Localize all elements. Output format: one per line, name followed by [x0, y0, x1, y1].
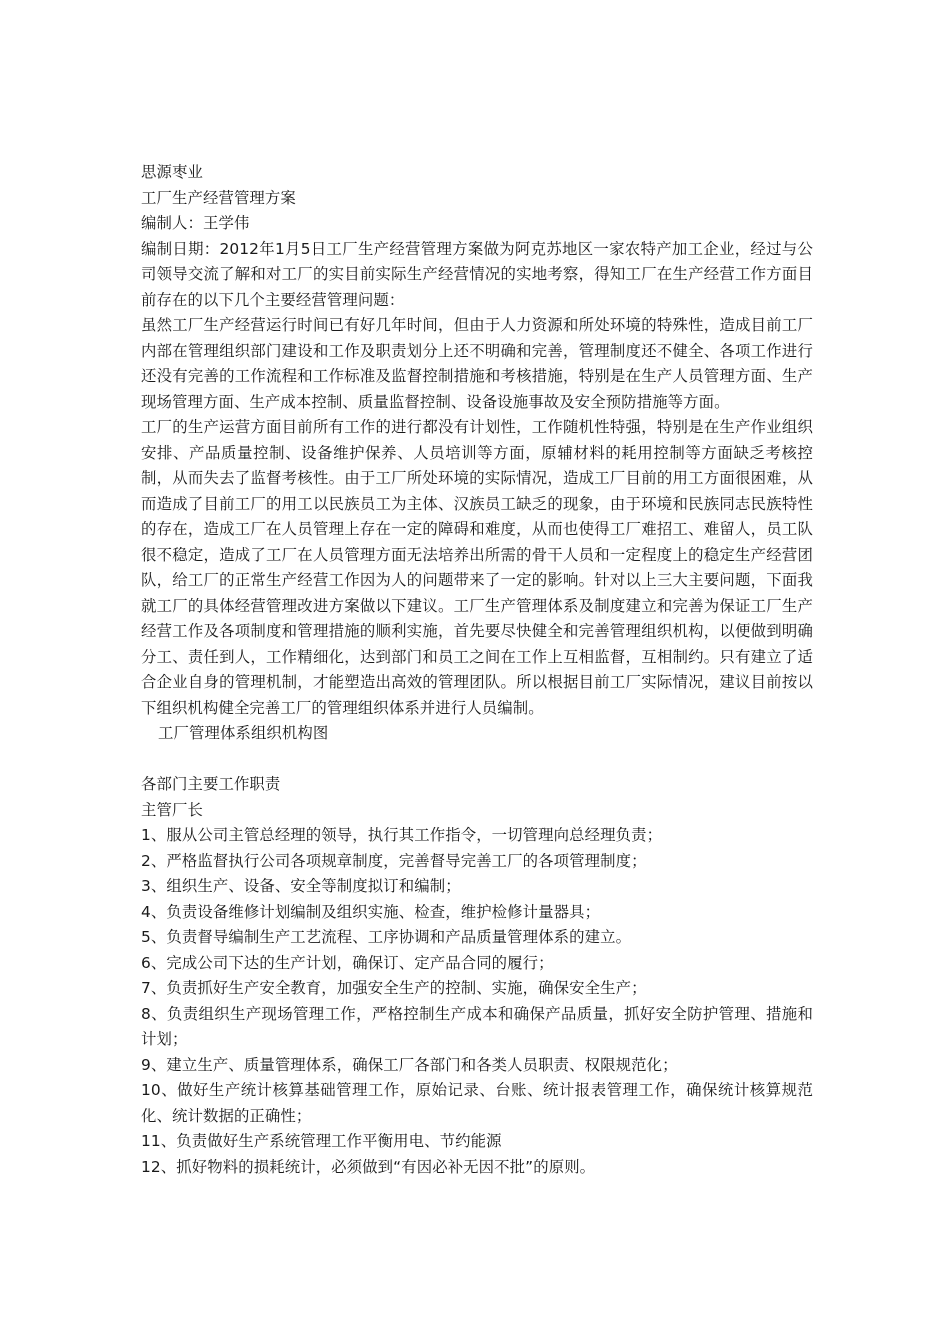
intro-paragraph: 编制日期：2012年1月5日工厂生产经营管理方案做为阿克苏地区一家农特产加工企业，经过与公司领导交流了解和对工厂的实目前实际生产经营情况的实地考察，得知工厂在生产经营工作方面目前存在的以下几个主要经营管理问题： [141, 239, 813, 309]
paragraph-problems: 虽然工厂生产经营运行时间已有好几年时间，但由于人力资源和所处环境的特殊性，造成目前工厂内部在管理组织部门建设和工作及职责划分上还不明确和完善，管理制度还不健全、各项工作进行还没有完善的工作流程和工作标准及监督控制措施和考核措施，特别是在生产人员管理方面、生产现场管理方面、生产成本控制、质量监督控制、设备设施事故及安全预防措施等方面。 [141, 316, 813, 411]
list-item: 10、做好生产统计核算基础管理工作，原始记录、台账、统计报表管理工作，确保统计核算规范化、统计数据的正确性； [141, 1081, 813, 1125]
company-name: 思源枣业 [141, 163, 203, 181]
blank-line [141, 747, 813, 773]
org-chart-heading: 工厂管理体系组织机构图 [158, 724, 329, 742]
list-item: 5、负责督导编制生产工艺流程、工序协调和产品质量管理体系的建立。 [141, 928, 632, 946]
list-item: 1、服从公司主管总经理的领导，执行其工作指令，一切管理向总经理负责； [141, 826, 663, 844]
document-body [141, 160, 813, 1180]
author-line: 编制人：王学伟 [141, 214, 250, 232]
paragraph-operations: 工厂的生产运营方面目前所有工作的进行都没有计划性，工作随机性特强，特别是在生产作业组织安排、产品质量控制、设备维护保养、人员培训等方面，原辅材料的耗用控制等方面缺乏考核控制，从而失去了监督考核性。由于工厂所处环境的实际情况，造成工厂目前的用工方面很困难，从而造成了目前工厂的用工以民族员工为主体、汉族员工缺乏的现象，由于环境和民族同志民族特性的存在，造成工厂在人员管理上存在一定的障碍和难度，从而也使得工厂难招工、难留人，员工队很不稳定，造成了工厂在人员管理方面无法培养出所需的骨干人员和一定程度上的稳定生产经营团队，给工厂的正常生产经营工作因为人的问题带来了一定的影响。针对以上三大主要问题，下面我就工厂的具体经营管理改进方案做以下建议。工厂生产管理体系及制度建立和完善为保证工厂生产经营工作及各项制度和管理措施的顺利实施，首先要尽快健全和完善管理组织机构，以便做到明确分工、责任到人，工作精细化，达到部门和员工之间在工作上互相监督，互相制约。只有建立了适合企业自身的管理机制，才能塑造出高效的管理团队。所以根据目前工厂实际情况，建议目前按以下组织机构健全完善工厂的管理组织体系并进行人员编制。 [141, 418, 813, 717]
document-title: 工厂生产经营管理方案 [141, 188, 296, 207]
list-item: 8、负责组织生产现场管理工作，严格控制生产成本和确保产品质量，抓好安全防护管理、措施和计划； [141, 1004, 813, 1048]
list-item: 2、严格监督执行公司各项规章制度，完善督导完善工厂的各项管理制度； [141, 851, 647, 870]
list-item: 9、建立生产、质量管理体系，确保工厂各部门和各类人员职责、权限规范化； [141, 1055, 678, 1074]
list-item: 11、负责做好生产系统管理工作平衡用电、节约能源 [141, 1132, 502, 1150]
list-item: 3、组织生产、设备、安全等制度拟订和编制； [141, 877, 461, 895]
list-item: 4、负责设备维修计划编制及组织实施、检查，维护检修计量器具； [141, 902, 601, 921]
role-heading: 主管厂长 [141, 800, 203, 819]
duties-heading: 各部门主要工作职责 [141, 775, 281, 793]
list-item: 12、抓好物料的损耗统计，必须做到“有因必补无因不批”的原则。 [141, 1157, 596, 1176]
duties-list [141, 823, 813, 1180]
list-item: 6、完成公司下达的生产计划，确保订、定产品合同的履行； [141, 953, 554, 972]
list-item: 7、负责抓好生产安全教育，加强安全生产的控制、实施，确保安全生产； [141, 979, 647, 997]
